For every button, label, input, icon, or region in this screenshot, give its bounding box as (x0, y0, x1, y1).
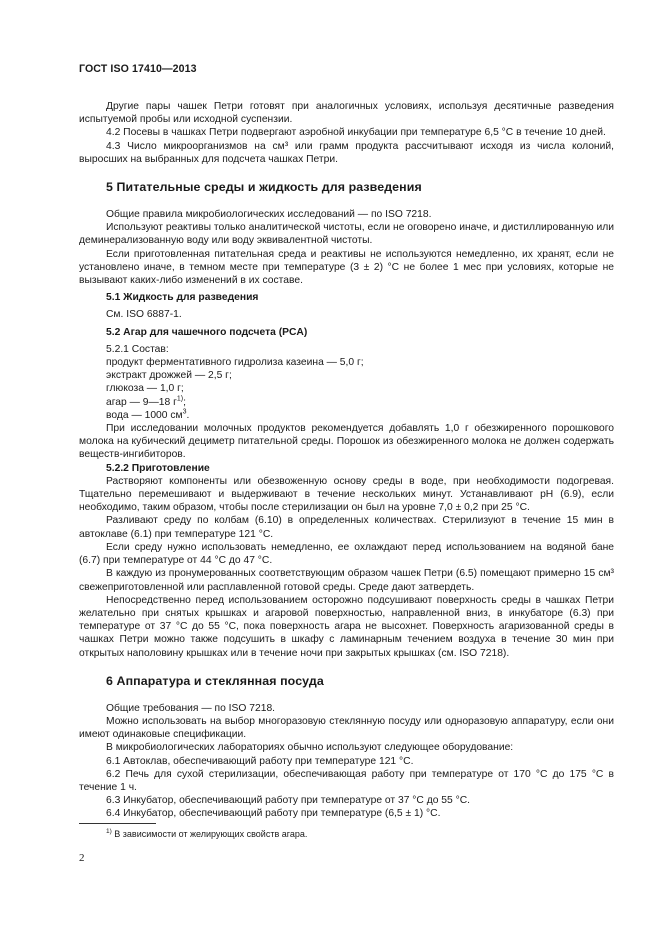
paragraph: При исследовании молочных продуктов рекомендуется добавлять 1,0 г обезжиренного порошкового молока на кубический дециметр питательной среды. Порошок из обезжиренного молока не должен содержать веществ-ингибиторов. (79, 423, 614, 461)
superscript: 3 (182, 408, 187, 416)
composition-item (79, 409, 614, 422)
paragraph: Непосредственно перед использованием осторожно подсушивают поверхность среды в чашках Петри желательно при снятых крышках и агаровой поверхностью, направленной вниз, в инкубаторе (6.3) при температуре от 37 °С до 55 °С, пока поверхность агара не высохнет. Поверхность агаризованной среды в чашках Петри можно также подсушить в шкафу с ламинарным течением воздуха в течение 30 мин при открытых наполовину крышках или в течение ночи при закрытых крышках (см. ISO 7218). (79, 594, 614, 659)
section-5-1-title: 5.1 Жидкость для разведения (106, 292, 259, 304)
section-5-2-title: 5.2 Агар для чашечного подсчета (PCA) (106, 326, 308, 338)
paragraph-4-3: 4.3 Число микроорганизмов на см³ или грамм продукта рассчитывают исходя из числа колоний, выросших на выбранных для подсчета чашках Петри. (79, 140, 614, 165)
section-5-1-text: См. ISO 6887-1. (106, 309, 182, 321)
paragraph: Растворяют компоненты или обезвоженную основу среды в воде, при необходимости подогревая. Тщательно перемешивают и выдерживают в течение нескольких минут. Устанавливают pH (6.9), если необходимо, таким образом, чтобы после стерилизации он был на уровне 7,0 ± 0,2 при 25 °С. (79, 475, 614, 514)
composition-item: продукт ферментативного гидролиза казеина — 5,0 г; (106, 357, 364, 369)
paragraph: Используют реактивы только аналитической чистоты, если не оговорено иначе, и дистиллированную или деминерализованную воду или воду эквивалентной чистоты. (79, 222, 614, 247)
paragraph: Можно использовать на выбор многоразовую стеклянную посуду или одноразовую аппаратуру, если они имеют одинаковые спецификации. (79, 715, 614, 741)
section-6-title: 6 Аппаратура и стеклянная посуда (106, 673, 324, 688)
composition-punct: ; (183, 396, 186, 408)
paragraph: В микробиологических лабораториях обычно используют следующее оборудование: (106, 742, 514, 754)
composition-punct: . (186, 409, 190, 421)
paragraph: Общие правила микробиологических исследований — по ISO 7218. (106, 209, 432, 221)
paragraph: Другие пары чашек Петри готовят при аналогичных условиях, используя десятичные разведения испытуемой пробы или исходной суспензии. (79, 101, 614, 126)
paragraph: Общие требования — по ISO 7218. (106, 702, 276, 714)
footnote (106, 829, 307, 839)
paragraph: Если среду нужно использовать немедленно, ее охлаждают перед использованием на водяной бане (6.7) при температуре от 44 °С до 47 °С. (79, 541, 614, 567)
paragraph: Разливают среду по колбам (6.10) в определенных количествах. Стерилизуют в течение 15 мин в автоклаве (6.1) при температуре 121 °С. (79, 515, 614, 540)
page-content (79, 63, 614, 821)
section-5-title: 5 Питательные среды и жидкость для разведения (106, 180, 422, 195)
document-header: ГОСТ ISO 17410—2013 (79, 63, 197, 75)
footnote-mark: 1) (106, 828, 112, 835)
equipment-item-6-1: 6.1 Автоклав, обеспечивающий работу при температуре 121 °С. (106, 755, 414, 767)
footnote-ref: 1) (176, 395, 184, 403)
paragraph: Если приготовленная питательная среда и реактивы не используются немедленно, их хранят, если не установлено иначе, в темном месте при температуре (3 ± 2) °С не более 1 мес при условиях, которые не вызывают каких-либо изменений в их составе. (79, 248, 614, 287)
equipment-item-6-3: 6.3 Инкубатор, обеспечивающий работу при температуре от 37 °С до 55 °С. (106, 795, 471, 807)
composition-text: вода — 1000 см (106, 409, 183, 421)
section-5-2-1: 5.2.1 Состав: (106, 343, 169, 355)
composition-item: экстракт дрожжей — 2,5 г; (106, 370, 232, 382)
equipment-item-6-2: 6.2 Печь для сухой стерилизации, обеспечивающая работу при температуре от 170 °С до 175 °С в течение 1 ч. (79, 768, 614, 793)
section-5-2-2-title: 5.2.2 Приготовление (106, 462, 210, 474)
composition-item (79, 396, 614, 409)
paragraph: В каждую из пронумерованных соответствующим образом чашек Петри (6.5) помещают примерно 15 см³ свежеприготовленной или расплавленной готовой среды. Среде дают затвердеть. (79, 568, 614, 593)
composition-text: агар — 9—18 г (106, 396, 177, 408)
footnote-text: В зависимости от желирующих свойств агара. (111, 829, 308, 839)
composition-item: глюкоза — 1,0 г; (106, 383, 184, 395)
equipment-item-6-4: 6.4 Инкубатор, обеспечивающий работу при температуре (6,5 ± 1) °С. (106, 808, 441, 820)
paragraph-4-2: 4.2 Посевы в чашках Петри подвергают аэробной инкубации при температуре 6,5 °С в течение 10 дней. (106, 127, 606, 139)
page-number: 2 (79, 852, 85, 864)
footnote-divider (79, 823, 156, 824)
